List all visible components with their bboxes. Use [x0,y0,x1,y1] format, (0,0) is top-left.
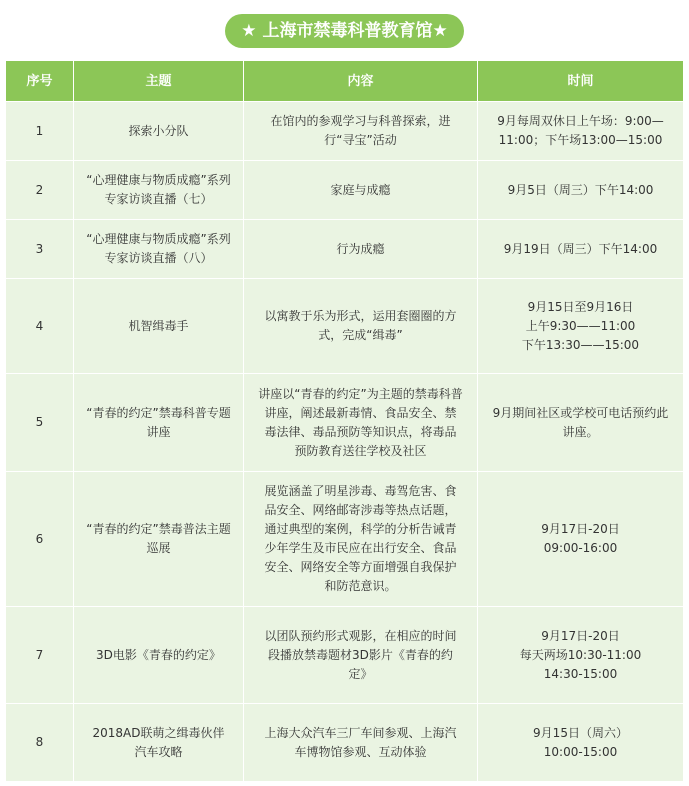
schedule-table [5,60,684,782]
cell-theme: “青春的约定”禁毒普法主题 巡展 [74,472,244,607]
cell-content: 在馆内的参观学习与科普探索，进 行“寻宝”活动 [244,102,478,161]
page-title: ★ 上海市禁毒科普教育馆★ [225,14,463,48]
cell-theme: “青春的约定”禁毒科普专题 讲座 [74,374,244,472]
table-row [6,374,684,472]
cell-time: 9月每周双休日上午场：9:00— 11:00；下午场13:00—15:00 [478,102,684,161]
table-row [6,279,684,374]
column-header-number: 序号 [6,61,74,102]
title-container [0,14,689,48]
cell-content: 以寓教于乐为形式，运用套圈圈的方 式，完成“缉毒” [244,279,478,374]
cell-time: 9月5日（周三）下午14:00 [478,161,684,220]
cell-number: 3 [6,220,74,279]
cell-content: 展览涵盖了明星涉毒、毒驾危害、食 品安全、网络邮寄涉毒等热点话题， 通过典型的案例，科学的分析告诫青 少年学生及市民应在出行安全、食品 安全、网络安全等方面增强自我保护 和防范意识。 [244,472,478,607]
cell-theme: “心理健康与物质成瘾”系列 专家访谈直播（七） [74,161,244,220]
table-row [6,472,684,607]
header-row [6,61,684,102]
cell-number: 8 [6,704,74,782]
cell-time: 9月17日-20日 每天两场10:30-11:00 14:30-15:00 [478,607,684,704]
cell-content: 讲座以“青春的约定”为主题的禁毒科普 讲座，阐述最新毒情、食品安全、禁 毒法律、毒品预防等知识点，将毒品 预防教育送往学校及社区 [244,374,478,472]
cell-number: 4 [6,279,74,374]
column-header-time: 时间 [478,61,684,102]
cell-time: 9月15日（周六） 10:00-15:00 [478,704,684,782]
cell-number: 2 [6,161,74,220]
cell-time: 9月19日（周三）下午14:00 [478,220,684,279]
cell-time: 9月17日-20日 09:00-16:00 [478,472,684,607]
cell-number: 6 [6,472,74,607]
cell-theme: 2018AD联萌之缉毒伙伴 汽车攻略 [74,704,244,782]
cell-content: 家庭与成瘾 [244,161,478,220]
cell-number: 1 [6,102,74,161]
cell-theme: “心理健康与物质成瘾”系列 专家访谈直播（八） [74,220,244,279]
cell-theme: 机智缉毒手 [74,279,244,374]
column-header-theme: 主题 [74,61,244,102]
table-row [6,161,684,220]
cell-time: 9月期间社区或学校可电话预约此 讲座。 [478,374,684,472]
cell-theme: 探索小分队 [74,102,244,161]
cell-content: 以团队预约形式观影，在相应的时间 段播放禁毒题材3D影片《青春的约 定》 [244,607,478,704]
cell-number: 7 [6,607,74,704]
cell-number: 5 [6,374,74,472]
table-row [6,704,684,782]
column-header-content: 内容 [244,61,478,102]
cell-time: 9月15日至9月16日 上午9:30——11:00 下午13:30——15:00 [478,279,684,374]
cell-content: 上海大众汽车三厂车间参观、上海汽 车博物馆参观、互动体验 [244,704,478,782]
table-row [6,102,684,161]
cell-theme: 3D电影《青春的约定》 [74,607,244,704]
table-row [6,220,684,279]
cell-content: 行为成瘾 [244,220,478,279]
table-row [6,607,684,704]
